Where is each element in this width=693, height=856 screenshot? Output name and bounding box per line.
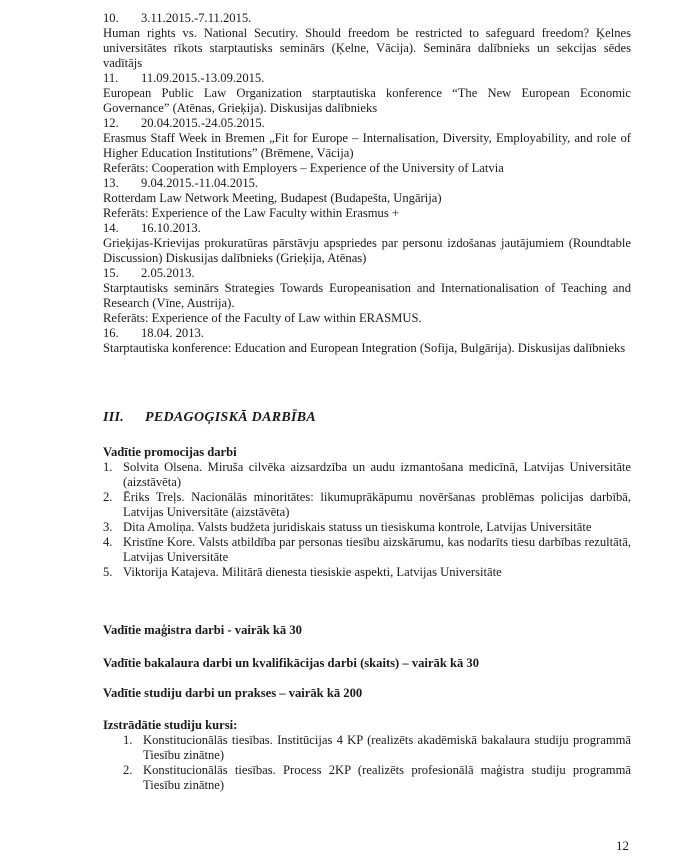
section-roman-numeral: III. xyxy=(103,410,125,425)
entry-date: 20.04.2015.-24.05.2015. xyxy=(141,116,265,130)
list-item-text: Ēriks Treļs. Nacionālās minoritātes: likumuprākāpumu novēršanas problēmas policijas darbībā, Latvijas Universitāte (aizstāvēta) xyxy=(123,490,631,519)
entry-number: 11. xyxy=(103,71,119,85)
entry-text: Grieķijas-Krievijas prokuratūras pārstāvju apspriedes par personu izdošanas jautājumiem (Roundtable Discussion) Diskusijas dalībnieks (Grieķija, Atēnas) xyxy=(103,236,631,265)
entry-number: 14. xyxy=(103,221,119,235)
bakalaura-line: Vadītie bakalaura darbi un kvalifikācijas darbi (skaits) – vairāk kā 30 xyxy=(103,656,480,670)
entry-date: 3.11.2015.-7.11.2015. xyxy=(141,11,252,25)
studiju-line: Vadītie studiju darbi un prakses – vairāk kā 200 xyxy=(103,686,363,700)
entry-header xyxy=(103,326,631,341)
entry-date: 9.04.2015.-11.04.2015. xyxy=(141,176,259,190)
list-item xyxy=(103,565,631,580)
entry-number: 12. xyxy=(103,116,119,130)
list-item-number: 5. xyxy=(103,565,113,579)
entry-header xyxy=(103,221,631,236)
entry-number: 13. xyxy=(103,176,119,190)
section-title: PEDAGOĢISKĀ DARBĪBA xyxy=(145,410,317,425)
list-item-number: 1. xyxy=(123,733,133,747)
conference-entries xyxy=(103,11,631,356)
entry-number: 10. xyxy=(103,11,119,25)
list-item-number: 4. xyxy=(103,535,113,549)
list-item xyxy=(103,763,631,793)
list-item-text: Kristīne Kore. Valsts atbildība par personas tiesību aizskārumu, kas nodarīts tiesu darbības rezultātā, Latvijas Universitāte xyxy=(123,535,631,564)
entry-text: European Public Law Organization starptautiska konference “The New European Economic Governance” (Atēnas, Grieķija). Diskusijas dalībnieks xyxy=(103,86,631,115)
entry-text: Erasmus Staff Week in Bremen „Fit for Europe – Internalisation, Diversity, Employability, and role of Higher Education Institutions” (Brēmene, Vācija) xyxy=(103,131,631,160)
promocijas-list xyxy=(103,460,631,580)
entry-header xyxy=(103,266,631,281)
entry-text: Human rights vs. National Secutiry. Should freedom be restricted to safeguard freedom? Ķelnes universitātes rīkots starptautisks seminārs (Ķelne, Vācija). Semināra dalībnieks un sekcijas sēdes vadītājs xyxy=(103,26,631,70)
entry-text: Starptautiska konference: Education and European Integration (Sofija, Bulgārija). Diskusijas dalībnieks xyxy=(103,341,626,355)
entry-number: 15. xyxy=(103,266,119,280)
list-item-text: Konstitucionālās tiesības. Process 2KP (realizēts profesionālā maģistra studiju programmā Tiesību zinātne) xyxy=(143,763,631,792)
entry-header xyxy=(103,176,631,191)
promocijas-title: Vadītie promocijas darbi xyxy=(103,445,237,459)
list-item-text: Konstitucionālās tiesības. Institūcijas 4 KP (realizēts akadēmiskā bakalaura studiju programmā Tiesību zinātne) xyxy=(143,733,631,762)
magistra-line: Vadītie maģistra darbi - vairāk kā 30 xyxy=(103,623,302,637)
list-item-number: 1. xyxy=(103,460,113,474)
section-heading xyxy=(103,410,316,426)
list-item xyxy=(103,733,631,763)
list-item-text: Solvita Olsena. Miruša cilvēka aizsardzība un audu izmantošana medicīnā, Latvijas Universitāte (aizstāvēta) xyxy=(123,460,631,489)
kursi-title: Izstrādātie studiju kursi: xyxy=(103,718,238,732)
entry-date: 16.10.2013. xyxy=(141,221,201,235)
promocijas-block xyxy=(103,445,631,580)
entry-text: Referāts: Experience of the Faculty of Law within ERASMUS. xyxy=(103,311,422,325)
entry-number: 16. xyxy=(103,326,119,340)
entry-text: Referāts: Experience of the Law Faculty within Erasmus + xyxy=(103,206,399,220)
list-item xyxy=(103,490,631,520)
list-item-text: Dita Amoliņa. Valsts budžeta juridiskais statuss un tiesiskuma kontrole, Latvijas Universitāte xyxy=(123,520,592,534)
list-item xyxy=(103,535,631,565)
list-item-number: 3. xyxy=(103,520,113,534)
list-item xyxy=(103,520,631,535)
entry-header xyxy=(103,116,631,131)
entry-header xyxy=(103,11,631,26)
list-item-number: 2. xyxy=(123,763,133,777)
entry-text: Referāts: Cooperation with Employers – Experience of the University of Latvia xyxy=(103,161,504,175)
kursi-list xyxy=(103,733,631,793)
kursi-block xyxy=(103,718,631,793)
list-item xyxy=(103,460,631,490)
entry-text: Rotterdam Law Network Meeting, Budapest (Budapešta, Ungārija) xyxy=(103,191,442,205)
entry-date: 2.05.2013. xyxy=(141,266,195,280)
entry-date: 11.09.2015.-13.09.2015. xyxy=(141,71,265,85)
entry-text: Starptautisks seminārs Strategies Towards Europeanisation and Internationalisation of Teaching and Research (Vīne, Austrija). xyxy=(103,281,631,310)
list-item-text: Viktorija Katajeva. Militārā dienesta tiesiskie aspekti, Latvijas Universitāte xyxy=(123,565,502,579)
entry-header xyxy=(103,71,631,86)
entry-date: 18.04. 2013. xyxy=(141,326,204,340)
list-item-number: 2. xyxy=(103,490,113,504)
page-number: 12 xyxy=(616,838,629,853)
